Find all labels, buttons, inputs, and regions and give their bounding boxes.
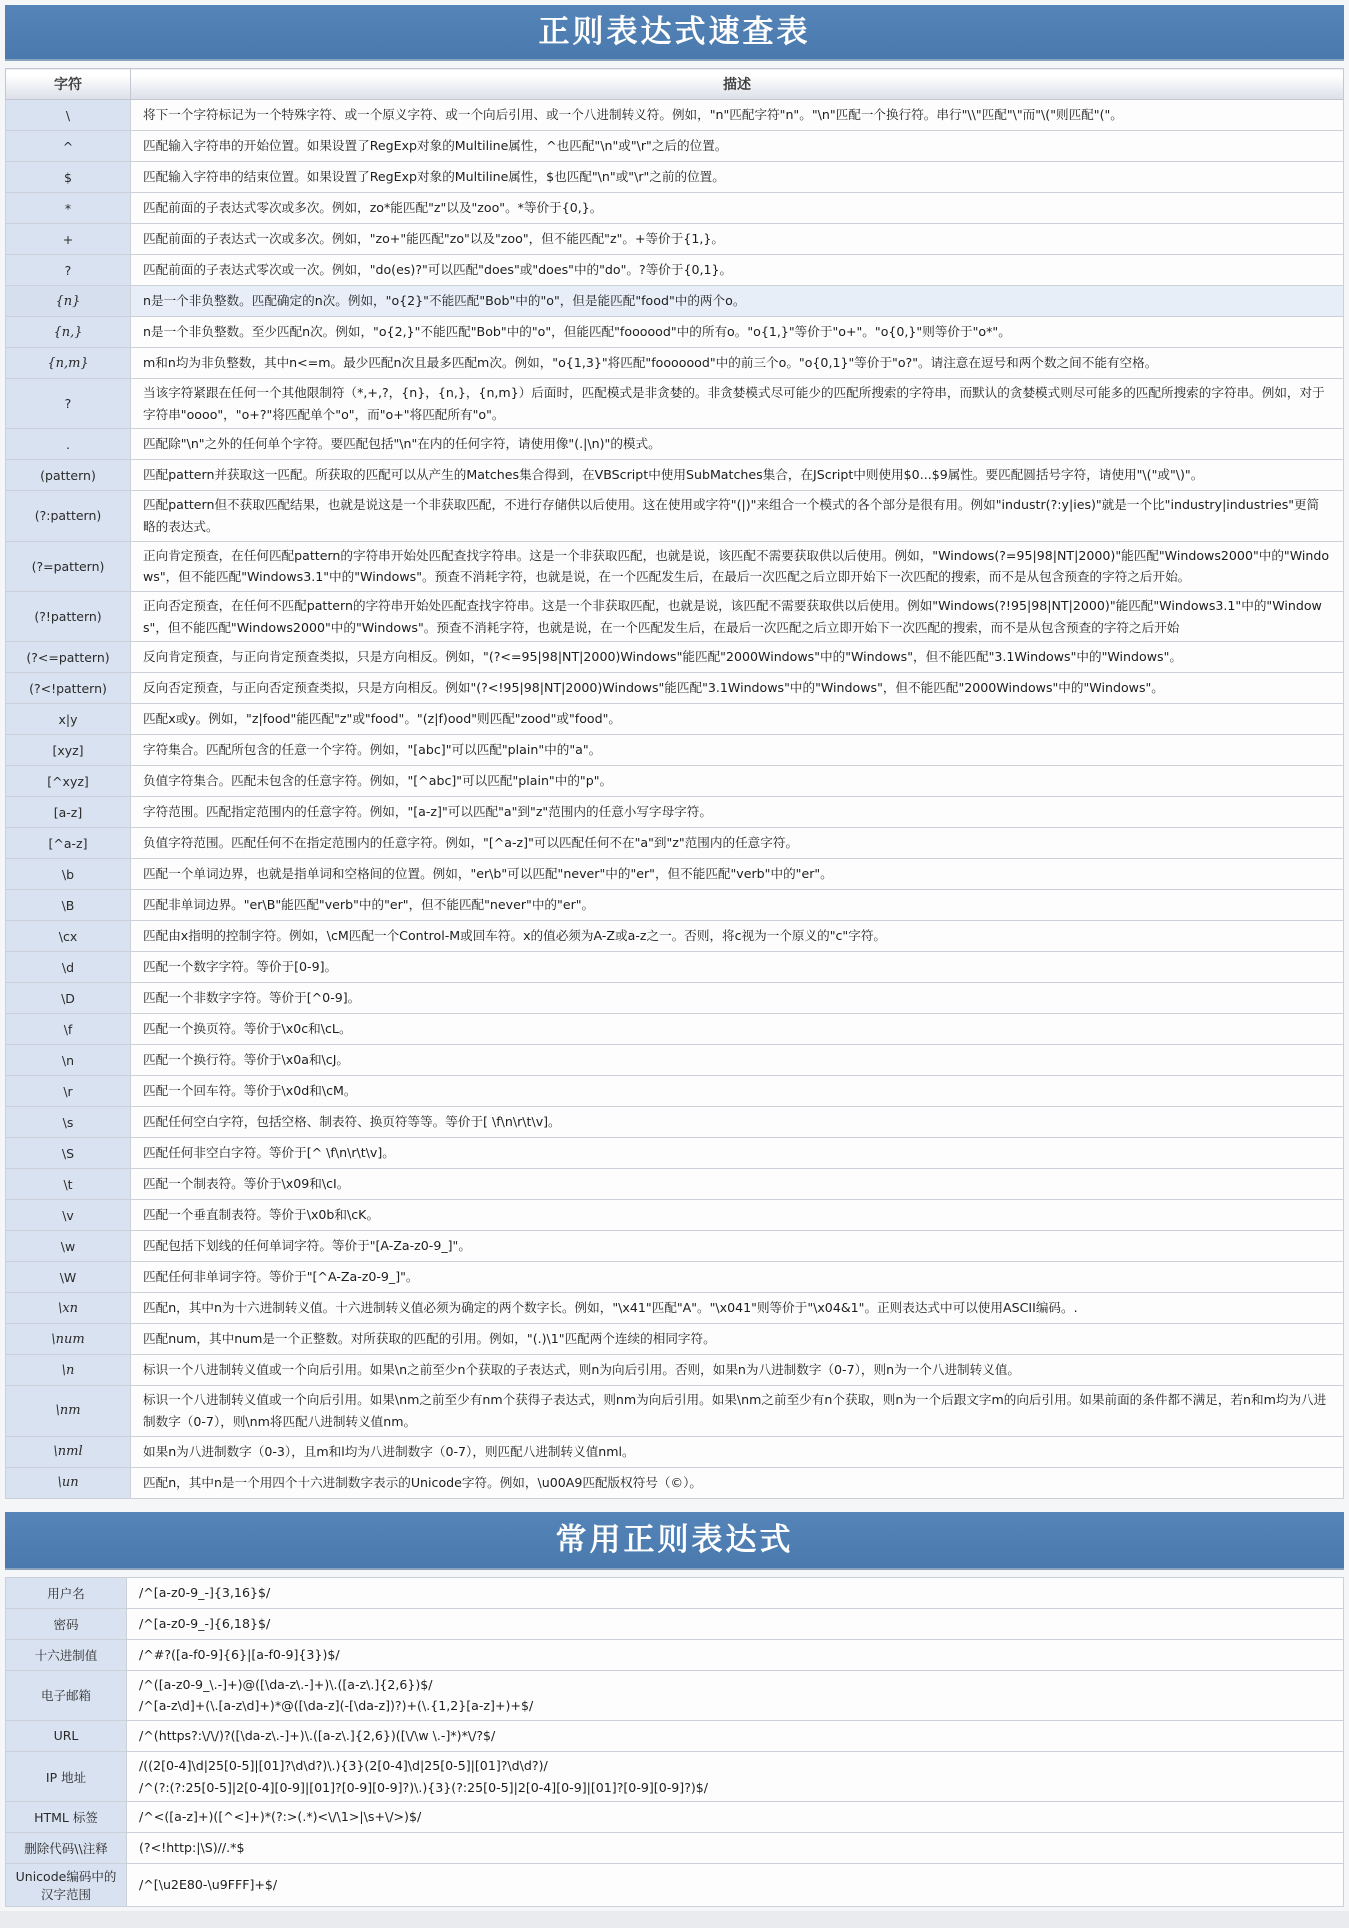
table-row bbox=[6, 460, 1344, 491]
table-row bbox=[6, 1436, 1344, 1467]
desc-cell: 匹配一个垂直制表符。等价于\x0b和\cK。 bbox=[131, 1200, 1344, 1231]
regex-pattern: /^[a-z0-9_-]{6,18}$/ bbox=[139, 1615, 271, 1631]
desc-cell: 如果n为八进制数字（0-3），且m和l均为八进制数字（0-7），则匹配八进制转义值nml。 bbox=[131, 1436, 1344, 1467]
column-header-desc: 描述 bbox=[131, 69, 1344, 100]
char-cell: {n} bbox=[6, 286, 131, 317]
char-cell: (?=pattern) bbox=[6, 541, 131, 591]
regex-table-body bbox=[6, 100, 1344, 1499]
char-cell: \w bbox=[6, 1231, 131, 1262]
regex-pattern: /^[a-z0-9_-]{3,16}$/ bbox=[139, 1584, 271, 1600]
table-row bbox=[6, 704, 1344, 735]
table-row bbox=[6, 1355, 1344, 1386]
regex-reference-table bbox=[5, 68, 1344, 1499]
desc-cell: 匹配非单词边界。"er\B"能匹配"verb"中的"er"，但不能匹配"never"中的"er"。 bbox=[131, 890, 1344, 921]
table-row bbox=[6, 286, 1344, 317]
pattern-cell bbox=[127, 1833, 1344, 1864]
char-cell: \v bbox=[6, 1200, 131, 1231]
table-row bbox=[6, 1324, 1344, 1355]
desc-cell: 匹配一个非数字字符。等价于[^0-9]。 bbox=[131, 983, 1344, 1014]
table-row bbox=[6, 1577, 1344, 1608]
table-row bbox=[6, 1608, 1344, 1639]
desc-cell: 匹配任何非空白字符。等价于[^ \f\n\r\t\v]。 bbox=[131, 1138, 1344, 1169]
section1-title: 正则表达式速查表 bbox=[5, 5, 1344, 61]
header-row bbox=[6, 69, 1344, 100]
char-cell: \s bbox=[6, 1107, 131, 1138]
char-cell: \nm bbox=[6, 1386, 131, 1436]
char-cell: (?:pattern) bbox=[6, 491, 131, 541]
table-row bbox=[6, 1169, 1344, 1200]
desc-cell: 正向否定预查，在任何不匹配pattern的字符串开始处匹配查找字符串。这是一个非获取匹配，也就是说，该匹配不需要获取供以后使用。例如"Windows(?!95|98|NT|2000)"能匹配"Windows3.1"中的"Windows"，但不能匹配"Windows2000"中的"Windows"。预查不消耗字符，也就是说，在一个匹配发生后，在最后一次匹配之后立即开始下一次匹配的搜索，而不是从包含预查的字符之后开始 bbox=[131, 591, 1344, 641]
char-cell: \S bbox=[6, 1138, 131, 1169]
label-cell: 删除代码\\注释 bbox=[6, 1833, 127, 1864]
desc-cell: 匹配除"\n"之外的任何单个字符。要匹配包括"\n"在内的任何字符，请使用像"(.|\n)"的模式。 bbox=[131, 429, 1344, 460]
pattern-cell bbox=[127, 1720, 1344, 1751]
char-cell: (?!pattern) bbox=[6, 591, 131, 641]
table-row bbox=[6, 224, 1344, 255]
table-row bbox=[6, 859, 1344, 890]
char-cell: ? bbox=[6, 379, 131, 429]
table-row bbox=[6, 1639, 1344, 1670]
desc-cell: 匹配一个单词边界，也就是指单词和空格间的位置。例如，"er\b"可以匹配"never"中的"er"，但不能匹配"verb"中的"er"。 bbox=[131, 859, 1344, 890]
char-cell: ^ bbox=[6, 131, 131, 162]
desc-cell: 匹配由x指明的控制字符。例如，\cM匹配一个Control-M或回车符。x的值必须为A-Z或a-z之一。否则，将c视为一个原义的"c"字符。 bbox=[131, 921, 1344, 952]
desc-cell: 匹配pattern但不获取匹配结果，也就是说这是一个非获取匹配，不进行存储供以后使用。这在使用或字符"(|)"来组合一个模式的各个部分是很有用。例如"industr(?:y|ies)"就是一个比"industry|industries"更简略的表达式。 bbox=[131, 491, 1344, 541]
regex-pattern: /((2[0-4]\d|25[0-5]|[01]?\d\d?)\.){3}(2[0-4]\d|25[0-5]|[01]?\d\d?)/ bbox=[139, 1757, 548, 1773]
desc-cell: 反向肯定预查，与正向肯定预查类拟，只是方向相反。例如，"(?<=95|98|NT|2000)Windows"能匹配"2000Windows"中的"Windows"，但不能匹配"3.1Windows"中的"Windows"。 bbox=[131, 642, 1344, 673]
desc-cell: 匹配x或y。例如，"z|food"能匹配"z"或"food"。"(z|f)ood"则匹配"zood"或"food"。 bbox=[131, 704, 1344, 735]
desc-cell: 匹配输入字符串的开始位置。如果设置了RegExp对象的Multiline属性，^也匹配"\n"或"\r"之后的位置。 bbox=[131, 131, 1344, 162]
table-row bbox=[6, 1386, 1344, 1436]
pattern-cell bbox=[127, 1751, 1344, 1801]
char-cell: $ bbox=[6, 162, 131, 193]
table-row bbox=[6, 673, 1344, 704]
desc-cell: 反向否定预查，与正向否定预查类拟，只是方向相反。例如"(?<!95|98|NT|2000)Windows"能匹配"3.1Windows"中的"Windows"，但不能匹配"2000Windows"中的"Windows"。 bbox=[131, 673, 1344, 704]
char-cell: \cx bbox=[6, 921, 131, 952]
char-cell: (?<!pattern) bbox=[6, 673, 131, 704]
table-row bbox=[6, 1720, 1344, 1751]
desc-cell: 匹配输入字符串的结束位置。如果设置了RegExp对象的Multiline属性，$也匹配"\n"或"\r"之前的位置。 bbox=[131, 162, 1344, 193]
char-cell: [^a-z] bbox=[6, 828, 131, 859]
table-row bbox=[6, 642, 1344, 673]
desc-cell: 标识一个八进制转义值或一个向后引用。如果\n之前至少n个获取的子表达式，则n为向后引用。否则，如果n为八进制数字（0-7），则n为一个八进制转义值。 bbox=[131, 1355, 1344, 1386]
char-cell: + bbox=[6, 224, 131, 255]
char-cell: \n bbox=[6, 1355, 131, 1386]
desc-cell: 字符集合。匹配所包含的任意一个字符。例如，"[abc]"可以匹配"plain"中的"a"。 bbox=[131, 735, 1344, 766]
desc-cell: 匹配n，其中n为十六进制转义值。十六进制转义值必须为确定的两个数字长。例如，"\x41"匹配"A"。"\x041"则等价于"\x04&1"。正则表达式中可以使用ASCII编码。. bbox=[131, 1293, 1344, 1324]
char-cell: [xyz] bbox=[6, 735, 131, 766]
desc-cell: 标识一个八进制转义值或一个向后引用。如果\nm之前至少有nm个获得子表达式，则nm为向后引用。如果\nm之前至少有n个获取，则n为一个后跟文字m的向后引用。如果前面的条件都不满足，若n和m均为八进制数字（0-7），则\nm将匹配八进制转义值nm。 bbox=[131, 1386, 1344, 1436]
table-row bbox=[6, 766, 1344, 797]
regex-pattern: /^(?:(?:25[0-5]|2[0-4][0-9]|[01]?[0-9][0-9]?)\.){3}(?:25[0-5]|2[0-4][0-9]|[01]?[0-9][0-9]?)$/ bbox=[139, 1779, 709, 1795]
table-row bbox=[6, 1802, 1344, 1833]
regex-pattern: /^#?([a-f0-9]{6}|[a-f0-9]{3})$/ bbox=[139, 1646, 340, 1662]
table-row bbox=[6, 1200, 1344, 1231]
desc-cell: 匹配num，其中num是一个正整数。对所获取的匹配的引用。例如，"(.)\1"匹配两个连续的相同字符。 bbox=[131, 1324, 1344, 1355]
table-row bbox=[6, 890, 1344, 921]
desc-cell: n是一个非负整数。匹配确定的n次。例如，"o{2}"不能匹配"Bob"中的"o"，但是能匹配"food"中的两个o。 bbox=[131, 286, 1344, 317]
table-row bbox=[6, 162, 1344, 193]
table-row bbox=[6, 735, 1344, 766]
label-cell: HTML 标签 bbox=[6, 1802, 127, 1833]
pattern-cell bbox=[127, 1802, 1344, 1833]
regex-pattern: /^<([a-z]+)([^<]+)*(?:>(.*)<\/\1>|\s+\/>)$/ bbox=[139, 1809, 422, 1825]
char-cell: (?<=pattern) bbox=[6, 642, 131, 673]
table-row bbox=[6, 379, 1344, 429]
desc-cell: m和n均为非负整数，其中n<=m。最少匹配n次且最多匹配m次。例如，"o{1,3}"将匹配"fooooood"中的前三个o。"o{0,1}"等价于"o?"。请注意在逗号和两个数之间不能有空格。 bbox=[131, 348, 1344, 379]
char-cell: ? bbox=[6, 255, 131, 286]
pattern-cell bbox=[127, 1577, 1344, 1608]
table-row bbox=[6, 1751, 1344, 1801]
char-cell: \r bbox=[6, 1076, 131, 1107]
char-cell: \f bbox=[6, 1014, 131, 1045]
table-row bbox=[6, 1107, 1344, 1138]
char-cell: \nml bbox=[6, 1436, 131, 1467]
char-cell: . bbox=[6, 429, 131, 460]
table-row bbox=[6, 193, 1344, 224]
desc-cell: 匹配一个换页符。等价于\x0c和\cL。 bbox=[131, 1014, 1344, 1045]
regex-pattern: /^[\u2E80-\u9FFF]+$/ bbox=[139, 1877, 278, 1893]
table-row bbox=[6, 429, 1344, 460]
table-row bbox=[6, 797, 1344, 828]
desc-cell: 匹配前面的子表达式零次或多次。例如，zo*能匹配"z"以及"zoo"。*等价于{0,}。 bbox=[131, 193, 1344, 224]
desc-cell: 匹配一个制表符。等价于\x09和\cI。 bbox=[131, 1169, 1344, 1200]
label-cell: 电子邮箱 bbox=[6, 1670, 127, 1720]
table-row bbox=[6, 1670, 1344, 1720]
char-cell: x|y bbox=[6, 704, 131, 735]
char-cell: [a-z] bbox=[6, 797, 131, 828]
char-cell: \d bbox=[6, 952, 131, 983]
table-row bbox=[6, 348, 1344, 379]
desc-cell: 负值字符范围。匹配任何不在指定范围内的任意字符。例如，"[^a-z]"可以匹配任何不在"a"到"z"范围内的任意字符。 bbox=[131, 828, 1344, 859]
desc-cell: 匹配任何空白字符，包括空格、制表符、换页符等等。等价于[ \f\n\r\t\v]。 bbox=[131, 1107, 1344, 1138]
char-cell: \n bbox=[6, 1045, 131, 1076]
label-cell: URL bbox=[6, 1720, 127, 1751]
table-row bbox=[6, 100, 1344, 131]
pattern-cell bbox=[127, 1639, 1344, 1670]
label-cell: 密码 bbox=[6, 1608, 127, 1639]
table-row bbox=[6, 1231, 1344, 1262]
char-cell: (pattern) bbox=[6, 460, 131, 491]
table-row bbox=[6, 1467, 1344, 1498]
regex-pattern: /^([a-z0-9_\.-]+)@([\da-z\.-]+)\.([a-z\.]{2,6})$/ bbox=[139, 1676, 433, 1692]
table-row bbox=[6, 317, 1344, 348]
desc-cell: n是一个非负整数。至少匹配n次。例如，"o{2,}"不能匹配"Bob"中的"o"，但能匹配"foooood"中的所有o。"o{1,}"等价于"o+"。"o{0,}"则等价于"o*"。 bbox=[131, 317, 1344, 348]
char-cell: \B bbox=[6, 890, 131, 921]
table-row bbox=[6, 1293, 1344, 1324]
desc-cell: 匹配包括下划线的任何单词字符。等价于"[A-Za-z0-9_]"。 bbox=[131, 1231, 1344, 1262]
desc-cell: 匹配任何非单词字符。等价于"[^A-Za-z0-9_]"。 bbox=[131, 1262, 1344, 1293]
desc-cell: 字符范围。匹配指定范围内的任意字符。例如，"[a-z]"可以匹配"a"到"z"范围内的任意小写字母字符。 bbox=[131, 797, 1344, 828]
pattern-cell bbox=[127, 1608, 1344, 1639]
table-row bbox=[6, 921, 1344, 952]
desc-cell: 负值字符集合。匹配未包含的任意字符。例如，"[^abc]"可以匹配"plain"中的"p"。 bbox=[131, 766, 1344, 797]
regex-pattern: (?<!http:|\S)//.*$ bbox=[139, 1840, 245, 1856]
table-row bbox=[6, 1076, 1344, 1107]
table-row bbox=[6, 828, 1344, 859]
char-cell: * bbox=[6, 193, 131, 224]
desc-cell: 当该字符紧跟在任何一个其他限制符（*,+,?，{n}，{n,}，{n,m}）后面时，匹配模式是非贪婪的。非贪婪模式尽可能少的匹配所搜索的字符串，而默认的贪婪模式则尽可能多的匹配所搜索的字符串。例如，对于字符串"oooo"，"o+?"将匹配单个"o"，而"o+"将匹配所有"o"。 bbox=[131, 379, 1344, 429]
desc-cell: 将下一个字符标记为一个特殊字符、或一个原义字符、或一个向后引用、或一个八进制转义符。例如，"n"匹配字符"n"。"\n"匹配一个换行符。串行"\\"匹配"\"而"\("则匹配"("。 bbox=[131, 100, 1344, 131]
common-patterns-table bbox=[5, 1577, 1344, 1908]
section2-title: 常用正则表达式 bbox=[5, 1512, 1344, 1570]
table-row bbox=[6, 1262, 1344, 1293]
label-cell: IP 地址 bbox=[6, 1751, 127, 1801]
char-cell: \b bbox=[6, 859, 131, 890]
char-cell: \ bbox=[6, 100, 131, 131]
patterns-table-body bbox=[6, 1577, 1344, 1907]
table-row bbox=[6, 1014, 1344, 1045]
desc-cell: 正向肯定预查，在任何匹配pattern的字符串开始处匹配查找字符串。这是一个非获取匹配，也就是说，该匹配不需要获取供以后使用。例如，"Windows(?=95|98|NT|2000)"能匹配"Windows2000"中的"Windows"，但不能匹配"Windows3.1"中的"Windows"。预查不消耗字符，也就是说，在一个匹配发生后，在最后一次匹配之后立即开始下一次匹配的搜索，而不是从包含预查的字符之后开始。 bbox=[131, 541, 1344, 591]
pattern-cell bbox=[127, 1670, 1344, 1720]
table-row bbox=[6, 1045, 1344, 1076]
table-row bbox=[6, 591, 1344, 641]
desc-cell: 匹配n，其中n是一个用四个十六进制数字表示的Unicode字符。例如，\u00A9匹配版权符号（©）。 bbox=[131, 1467, 1344, 1498]
regex-pattern: /^(https?:\/\/)?([\da-z\.-]+)\.([a-z\.]{2,6})([\/\w \.-]*)*\/?$/ bbox=[139, 1728, 496, 1744]
table-row bbox=[6, 983, 1344, 1014]
char-cell: \W bbox=[6, 1262, 131, 1293]
char-cell: \t bbox=[6, 1169, 131, 1200]
regex-pattern: /^[a-z\d]+(\.[a-z\d]+)*@([\da-z](-[\da-z])?)+(\.{1,2}[a-z]+)+$/ bbox=[139, 1698, 534, 1714]
label-cell: Unicode编码中的汉字范围 bbox=[6, 1864, 127, 1907]
table-row bbox=[6, 255, 1344, 286]
char-cell: \xn bbox=[6, 1293, 131, 1324]
table-row bbox=[6, 541, 1344, 591]
table-row bbox=[6, 1833, 1344, 1864]
label-cell: 用户名 bbox=[6, 1577, 127, 1608]
desc-cell: 匹配一个换行符。等价于\x0a和\cJ。 bbox=[131, 1045, 1344, 1076]
desc-cell: 匹配一个数字字符。等价于[0-9]。 bbox=[131, 952, 1344, 983]
table-row bbox=[6, 952, 1344, 983]
table-row bbox=[6, 491, 1344, 541]
desc-cell: 匹配前面的子表达式一次或多次。例如，"zo+"能匹配"zo"以及"zoo"，但不能匹配"z"。+等价于{1,}。 bbox=[131, 224, 1344, 255]
char-cell: {n,} bbox=[6, 317, 131, 348]
desc-cell: 匹配一个回车符。等价于\x0d和\cM。 bbox=[131, 1076, 1344, 1107]
table-row bbox=[6, 1138, 1344, 1169]
char-cell: \un bbox=[6, 1467, 131, 1498]
char-cell: [^xyz] bbox=[6, 766, 131, 797]
label-cell: 十六进制值 bbox=[6, 1639, 127, 1670]
desc-cell: 匹配pattern并获取这一匹配。所获取的匹配可以从产生的Matches集合得到，在VBScript中使用SubMatches集合，在JScript中则使用$0...$9属性。要匹配圆括号字符，请使用"\("或"\)"。 bbox=[131, 460, 1344, 491]
table-row bbox=[6, 1864, 1344, 1907]
char-cell: \num bbox=[6, 1324, 131, 1355]
pattern-cell bbox=[127, 1864, 1344, 1907]
column-header-char: 字符 bbox=[6, 69, 131, 100]
desc-cell: 匹配前面的子表达式零次或一次。例如，"do(es)?"可以匹配"does"或"does"中的"do"。?等价于{0,1}。 bbox=[131, 255, 1344, 286]
table-row bbox=[6, 131, 1344, 162]
char-cell: {n,m} bbox=[6, 348, 131, 379]
char-cell: \D bbox=[6, 983, 131, 1014]
